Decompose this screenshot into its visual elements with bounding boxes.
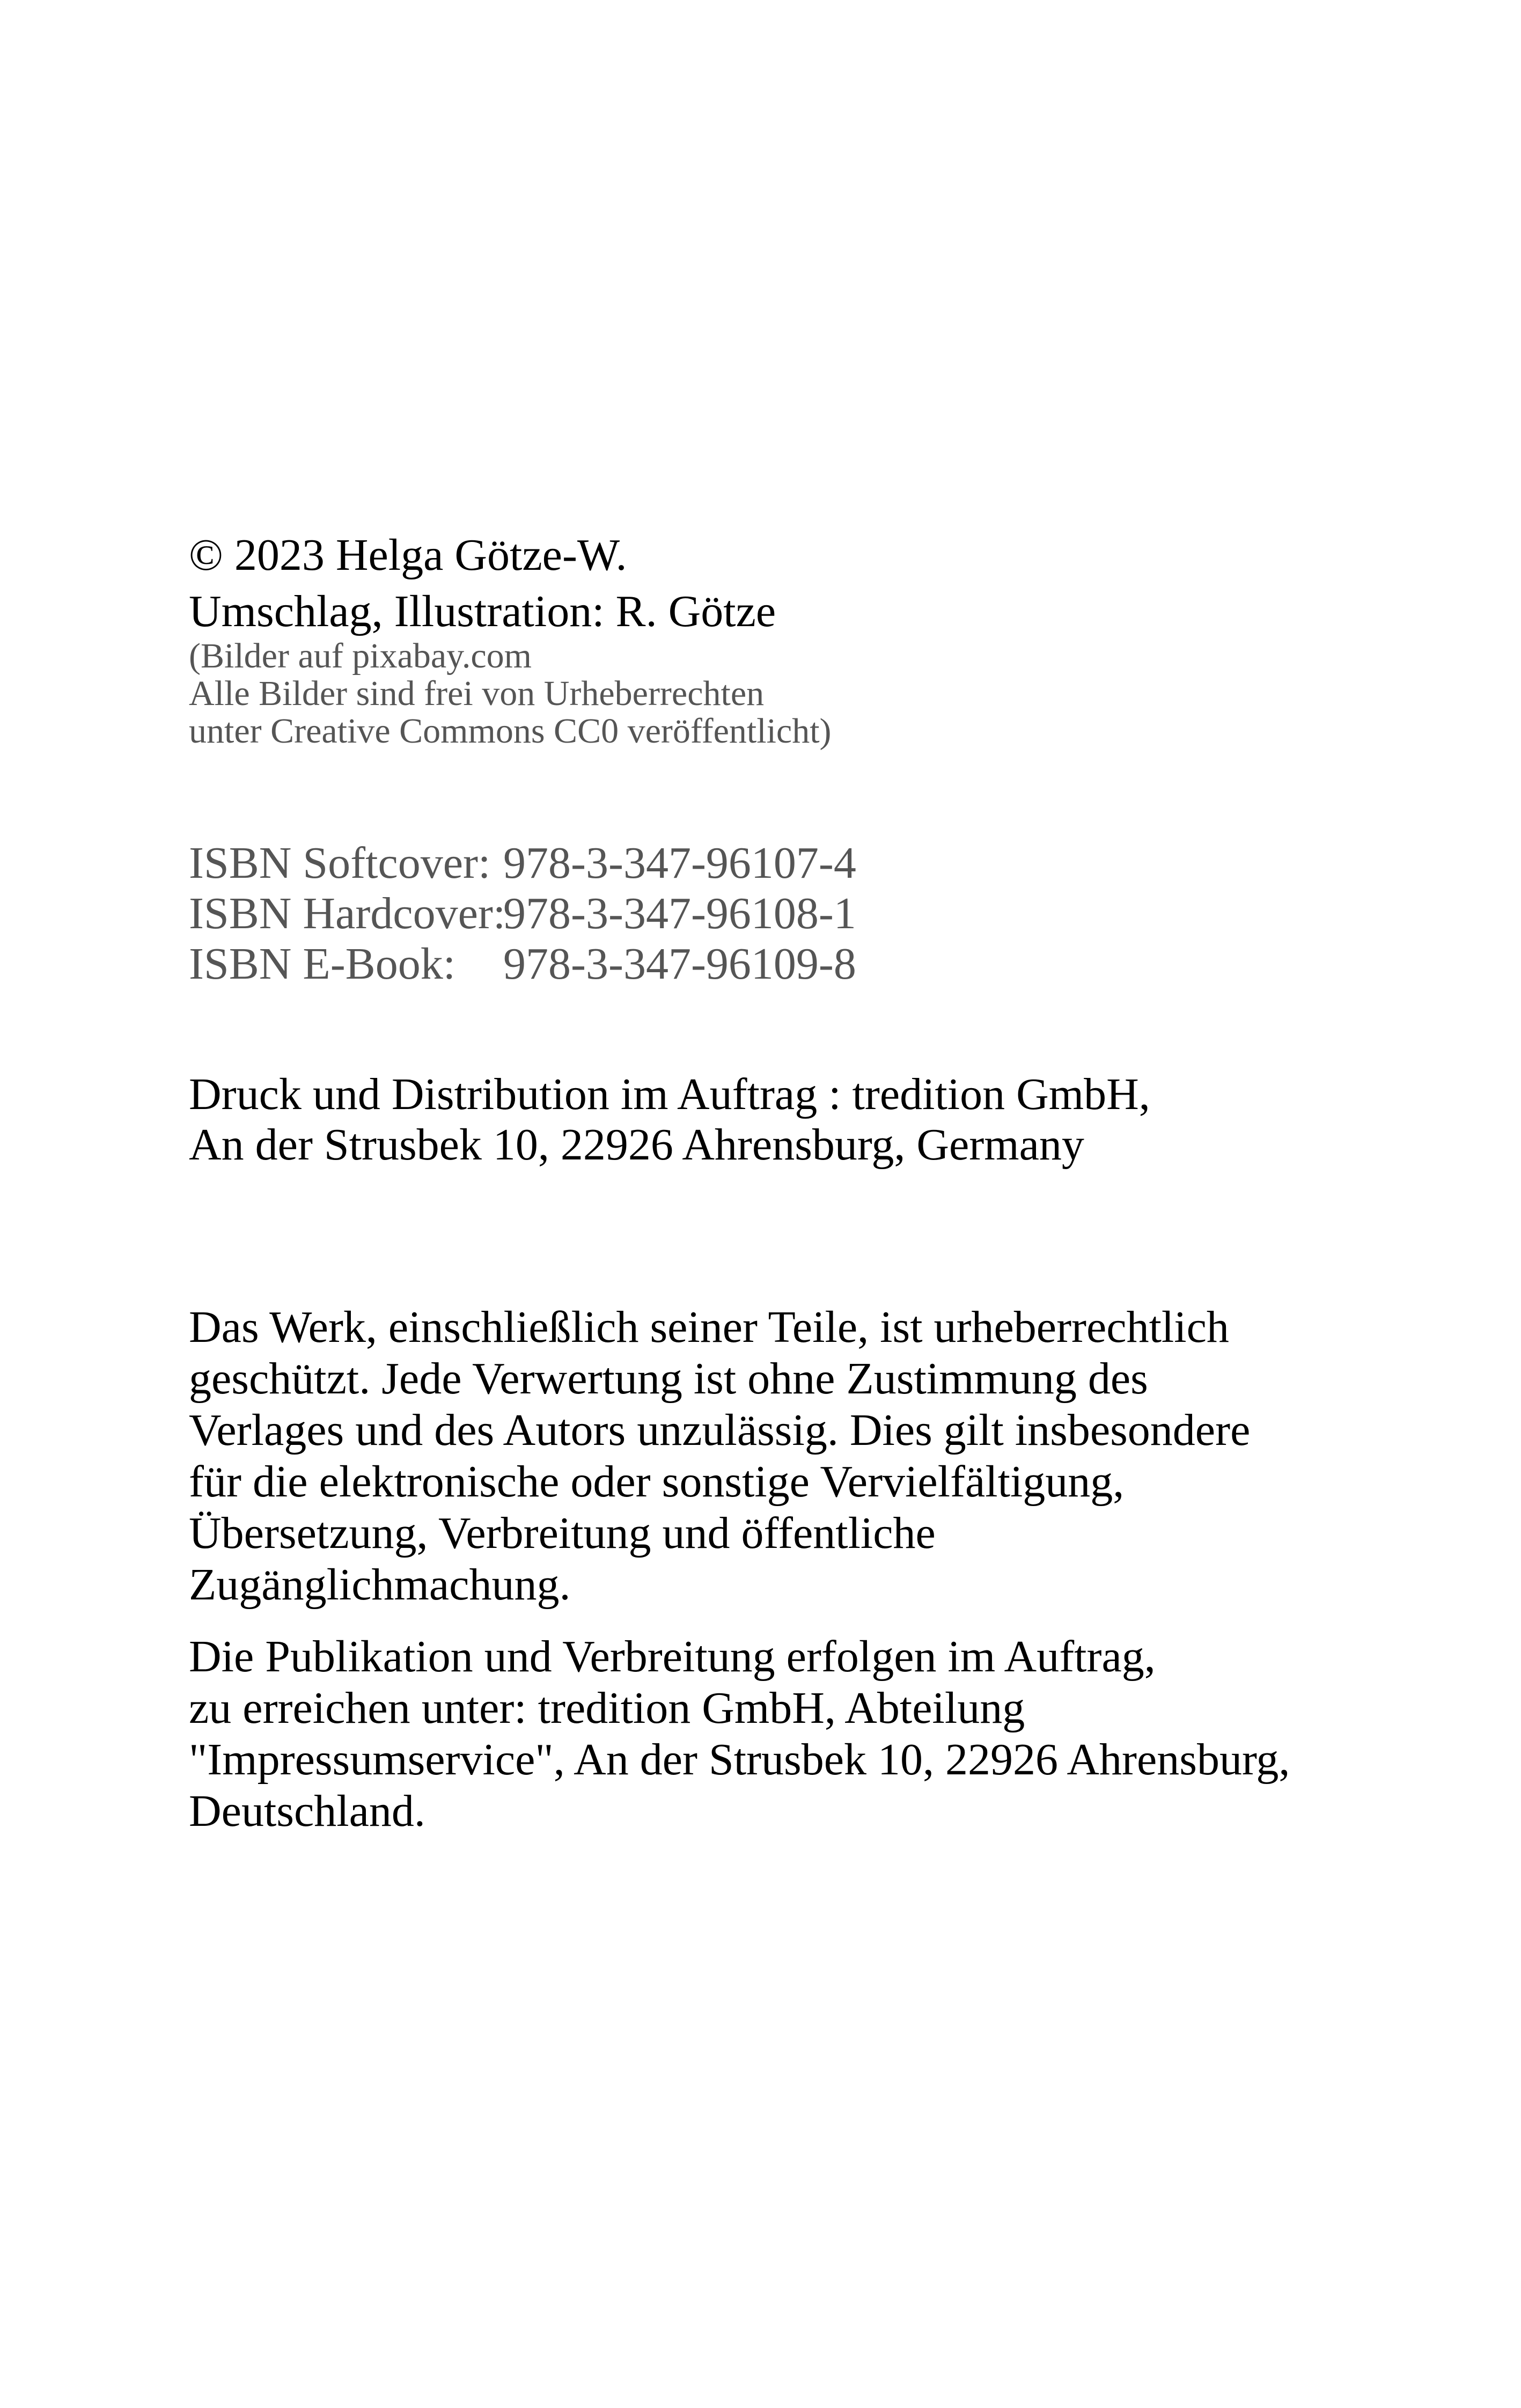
copyright-line: © 2023 Helga Götze-W.: [189, 530, 627, 580]
rights-line: Zugänglichmachung.: [189, 1560, 571, 1610]
isbn-row-softcover: [189, 838, 856, 889]
isbn-list: [189, 838, 856, 989]
image-credit-line: Alle Bilder sind frei von Urheberrechten: [189, 674, 765, 713]
rights-line: für die elektronische oder sonstige Vervielfältigung,: [189, 1457, 1125, 1507]
image-credits: [189, 637, 832, 750]
image-credit-line: unter Creative Commons CC0 veröffentlicht): [189, 711, 832, 751]
distribution-notice: [189, 1069, 1150, 1170]
isbn-value: 978-3-347-96107-4: [503, 838, 856, 888]
cover-credit: [189, 585, 776, 638]
rights-line: Übersetzung, Verbreitung und öffentliche: [189, 1508, 936, 1558]
rights-line: Das Werk, einschließlich seiner Teile, ist urheberrechtlich: [189, 1302, 1229, 1352]
publication-line: Deutschland.: [189, 1786, 425, 1836]
publication-line: zu erreichen unter: tredition GmbH, Abteilung: [189, 1683, 1025, 1733]
isbn-label: ISBN Softcover:: [189, 838, 491, 888]
isbn-row-hardcover: [189, 889, 856, 939]
isbn-row-ebook: [189, 939, 856, 989]
distribution-line: An der Strusbek 10, 22926 Ahrensburg, Germany: [189, 1120, 1084, 1170]
isbn-label: ISBN E-Book:: [189, 939, 456, 989]
publication-line: Die Publikation und Verbreitung erfolgen im Auftrag,: [189, 1632, 1156, 1682]
rights-notice: [189, 1302, 1250, 1611]
isbn-label: ISBN Hardcover:: [189, 889, 506, 938]
rights-line: geschützt. Jede Verwertung ist ohne Zustimmung des: [189, 1354, 1148, 1404]
isbn-value: 978-3-347-96109-8: [503, 939, 856, 989]
distribution-line: Druck und Distribution im Auftrag : tredition GmbH,: [189, 1069, 1150, 1119]
rights-line: Verlages und des Autors unzulässig. Dies gilt insbesondere: [189, 1405, 1251, 1455]
cover-credit-line: Umschlag, Illustration: R. Götze: [189, 586, 776, 636]
isbn-value: 978-3-347-96108-1: [503, 889, 856, 938]
copyright-notice: [189, 528, 627, 582]
image-credit-line: (Bilder auf pixabay.com: [189, 636, 532, 676]
publication-notice: [189, 1631, 1290, 1837]
publication-line: "Impressumservice", An der Strusbek 10, 22926 Ahrensburg,: [189, 1735, 1290, 1785]
